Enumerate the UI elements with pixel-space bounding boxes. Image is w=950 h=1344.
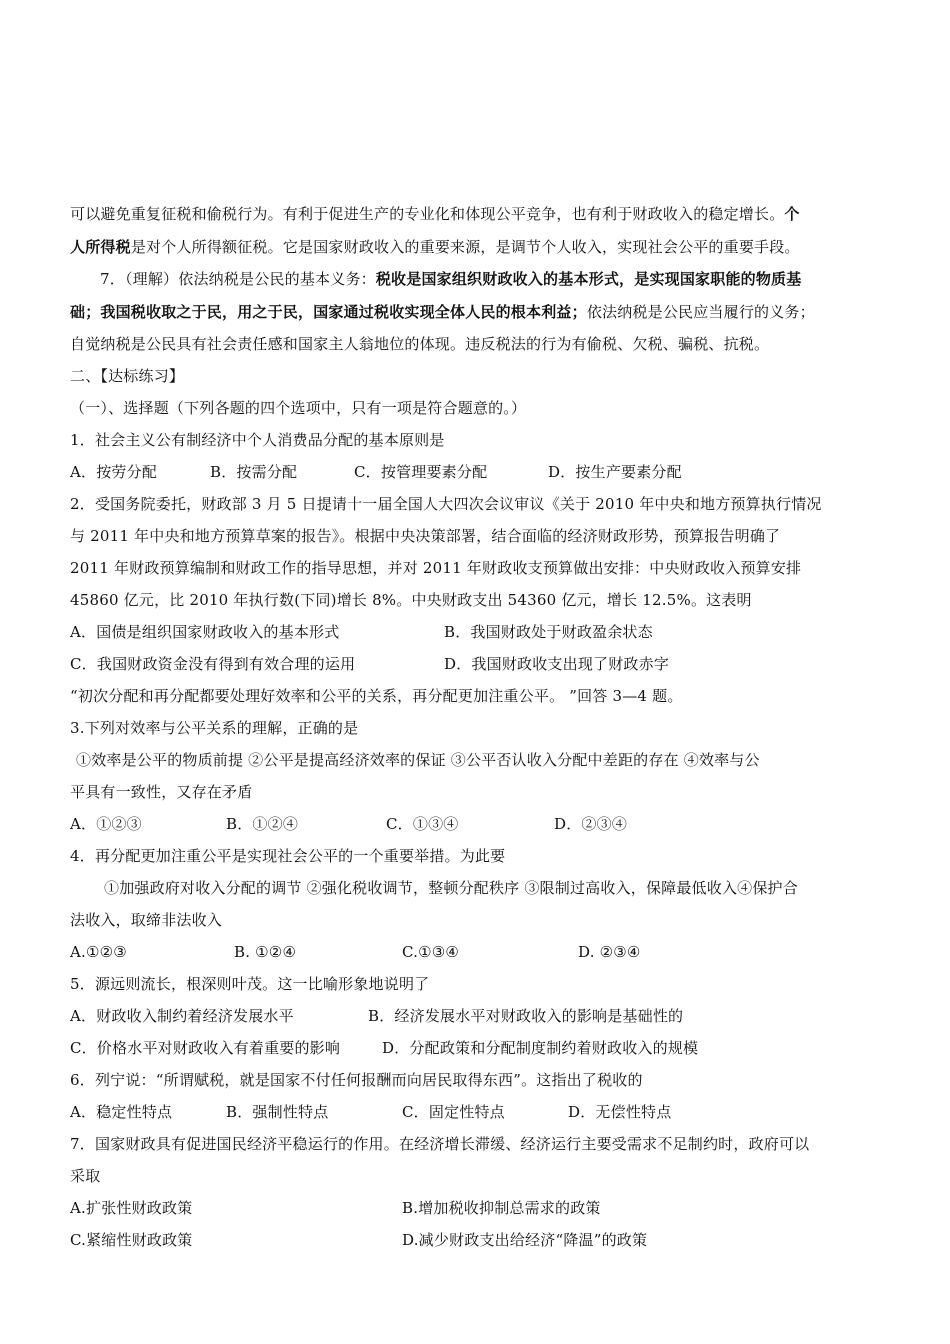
- q2-option-b[interactable]: B．我国财政处于财政盈余状态: [444, 623, 653, 641]
- q2-option-a[interactable]: A．国债是组织国家财政收入的基本形式: [70, 623, 340, 641]
- intro-bold-term: 人所得税: [70, 238, 131, 256]
- q1-option-b[interactable]: B．按需分配: [210, 463, 298, 481]
- q1-option-a[interactable]: A．按劳分配: [70, 463, 158, 481]
- intro-text: 是对个人所得额征税。它是国家财政收入的重要来源，是调节个人收入，实现社会公平的重要手段。: [130, 238, 800, 256]
- shared-quote: “初次分配和再分配都要处理好效率和公平的关系，再分配更加注重公平。 ”回答 3—4 题。: [70, 687, 683, 705]
- q6-option-a[interactable]: A．稳定性特点: [70, 1103, 173, 1121]
- q7-option-b[interactable]: B.增加税收抑制总需求的政策: [402, 1199, 601, 1217]
- q5-option-b[interactable]: B．经济发展水平对财政收入的影响是基础性的: [368, 1007, 684, 1025]
- q4-stem: 4．再分配更加注重公平是实现社会公平的一个重要举措。为此要: [70, 847, 506, 865]
- q3-option-d[interactable]: D．②③④: [554, 815, 628, 833]
- q7-option-a[interactable]: A.扩张性财政政策: [70, 1199, 193, 1217]
- q4-option-d[interactable]: D. ②③④: [578, 943, 641, 961]
- q6-option-b[interactable]: B．强制性特点: [226, 1103, 329, 1121]
- q1-stem: 1．社会主义公有制经济中个人消费品分配的基本原则是: [70, 431, 445, 449]
- point7-bold: 础；我国税收取之于民，用之于民，国家通过税收实现全体人民的根本利益；: [70, 303, 587, 321]
- point7-text: 依法纳税是公民应当履行的义务；: [586, 303, 815, 321]
- q7-stem-line-2: 采取: [70, 1167, 101, 1185]
- q5-option-d[interactable]: D．分配政策和分配制度制约着财政收入的规模: [382, 1039, 699, 1057]
- q3-option-a[interactable]: A．①②③: [70, 815, 142, 833]
- intro-text: 可以避免重复征税和偷税行为。有利于促进生产的专业化和体现公平竞争，也有利于财政收入的稳定增长。: [70, 205, 785, 223]
- q3-option-b[interactable]: B．①②④: [226, 815, 299, 833]
- point7-line-2: [70, 302, 815, 322]
- q6-option-c[interactable]: C．固定性特点: [402, 1103, 505, 1121]
- point7-line-1: [100, 269, 801, 289]
- q3-option-c[interactable]: C．①③④: [386, 815, 459, 833]
- q5-stem: 5．源远则流长，根深则叶茂。这一比喻形象地说明了: [70, 975, 430, 993]
- q2-line-1: 2．受国务院委托，财政部 3 月 5 日提请十一届全国人大四次会议审议《关于 2010 年中央和地方预算执行情况: [70, 495, 822, 513]
- q4-option-b[interactable]: B. ①②④: [234, 943, 297, 961]
- q4-statements-line-2: 法收入，取缔非法收入: [70, 911, 223, 929]
- q5-option-a[interactable]: A．财政收入制约着经济发展水平: [70, 1007, 294, 1025]
- intro-bold: 个: [784, 205, 800, 223]
- point7-line-3: 自觉纳税是公民具有社会责任感和国家主人翁地位的体现。违反税法的行为有偷税、欠税、骗税、抗税。: [70, 335, 770, 353]
- section-heading: 二、【达标练习】: [70, 367, 185, 385]
- q2-line-4: 45860 亿元，比 2010 年执行数(下同)增长 8%。中央财政支出 54360 亿元，增长 12.5%。这表明: [70, 591, 752, 609]
- q2-line-2: 与 2011 年中央和地方预算草案的报告》。根据中央决策部署，结合面临的经济财政形势，预算报告明确了: [70, 527, 781, 545]
- q7-option-c[interactable]: C.紧缩性财政政策: [70, 1231, 193, 1249]
- q7-stem-line-1: 7．国家财政具有促进国民经济平稳运行的作用。在经济增长滞缓、经济运行主要受需求不足制约时，政府可以: [70, 1135, 810, 1153]
- q6-option-d[interactable]: D．无偿性特点: [568, 1103, 672, 1121]
- q3-statements-line-1: ①效率是公平的物质前提 ②公平是提高经济效率的保证 ③公平否认收入分配中差距的存在 ④效率与公: [76, 751, 760, 769]
- q5-option-c[interactable]: C．价格水平对财政收入有着重要的影响: [70, 1039, 341, 1057]
- q2-line-3: 2011 年财政预算编制和财政工作的指导思想，并对 2011 年财政收支预算做出安排：中央财政收入预算安排: [70, 559, 802, 577]
- q1-option-d[interactable]: D．按生产要素分配: [548, 463, 682, 481]
- intro-line-1: [70, 204, 800, 224]
- intro-line-2: [70, 237, 800, 257]
- q4-option-a[interactable]: A.①②③: [70, 943, 127, 961]
- q2-option-c[interactable]: C．我国财政资金没有得到有效合理的运用: [70, 655, 356, 673]
- q4-statements-line-1: ①加强政府对收入分配的调节 ②强化税收调节，整顿分配秩序 ③限制过高收入，保障最低收入④保护合: [104, 879, 798, 897]
- q7-option-d[interactable]: D.减少财政支出给经济“降温”的政策: [402, 1231, 648, 1249]
- point7-bold: 税收是国家组织财政收入的基本形式，是实现国家职能的物质基: [375, 270, 802, 288]
- q6-stem: 6．列宁说：“所谓赋税，就是国家不付任何报酬而向居民取得东西”。这指出了税收的: [70, 1071, 643, 1089]
- q4-option-c[interactable]: C.①③④: [402, 943, 460, 961]
- q3-statements-line-2: 平具有一致性，又存在矛盾: [70, 783, 253, 801]
- point7-lead: 7．（理解）依法纳税是公民的基本义务：: [100, 270, 376, 288]
- q1-option-c[interactable]: C．按管理要素分配: [354, 463, 488, 481]
- q3-stem: 3.下列对效率与公平关系的理解，正确的是: [70, 719, 359, 737]
- q2-option-d[interactable]: D．我国财政收支出现了财政赤字: [444, 655, 670, 673]
- section-subheading: （一）、选择题（下列各题的四个选项中，只有一项是符合题意的。）: [70, 399, 527, 417]
